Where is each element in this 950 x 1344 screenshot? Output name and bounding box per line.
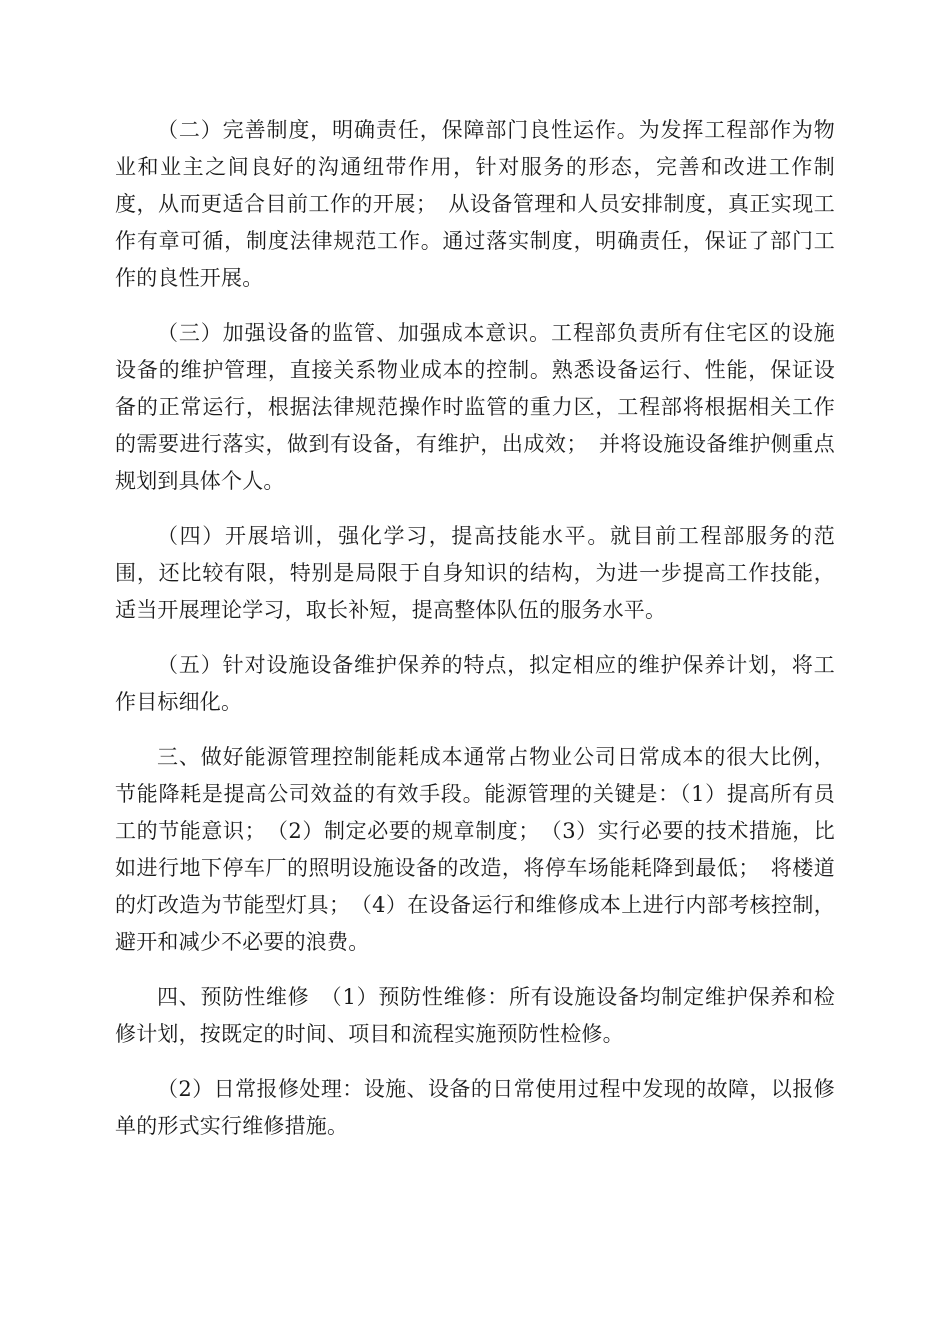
paragraph-training: （四）开展培训，强化学习，提高技能水平。就目前工程部服务的范围，还比较有限，特别是局限于自身知识的结构，为进一步提高工作技能，适当开展理论学习，取长补短，提高整体队伍的服务水平。 xyxy=(115,524,835,622)
paragraph-equipment-supervision: （三）加强设备的监管、加强成本意识。工程部负责所有住宅区的设施设备的维护管理，直接关系物业成本的控制。熟悉设备运行、性能，保证设备的正常运行，根据法律规范操作时监管的重力区，工程部将根据相关工作的需要进行落实，做到有设备，有维护，出成效； 并将设施设备维护侧重点规划到具体个人。 xyxy=(115,321,835,493)
paragraph-energy-management: 三、做好能源管理控制能耗成本通常占物业公司日常成本的很大比例，节能降耗是提高公司效益的有效手段。能源管理的关键是：（1）提高所有员工的节能意识； （2）制定必要的规章制度； （3）实行必要的技术措施，比如进行地下停车厂的照明设施设备的改造，将停车场能耗降到最低； 将楼道的灯改造为节能型灯具； （4）在设备运行和维修成本上进行内部考核控制，避开和减少不必要的浪费。 xyxy=(115,745,835,954)
paragraph-preventive-maintenance: 四、预防性维修 （1）预防性维修：所有设施设备均制定维护保养和检修计划，按既定的时间、项目和流程实施预防性检修。 xyxy=(115,985,835,1046)
paragraph-maintenance-plan: （五）针对设施设备维护保养的特点，拟定相应的维护保养计划，将工作目标细化。 xyxy=(115,653,835,714)
paragraph-improve-system: （二）完善制度，明确责任，保障部门良性运作。为发挥工程部作为物业和业主之间良好的沟通纽带作用，针对服务的形态，完善和改进工作制度，从而更适合目前工作的开展； 从设备管理和人员安排制度，真正实现工作有章可循，制度法律规范工作。通过落实制度，明确责任，保证了部门工作的良性开展。 xyxy=(115,118,835,290)
document-body xyxy=(115,112,835,1163)
paragraph-daily-repair: （2）日常报修处理：设施、设备的日常使用过程中发现的故障，以报修单的形式实行维修措施。 xyxy=(115,1077,835,1138)
